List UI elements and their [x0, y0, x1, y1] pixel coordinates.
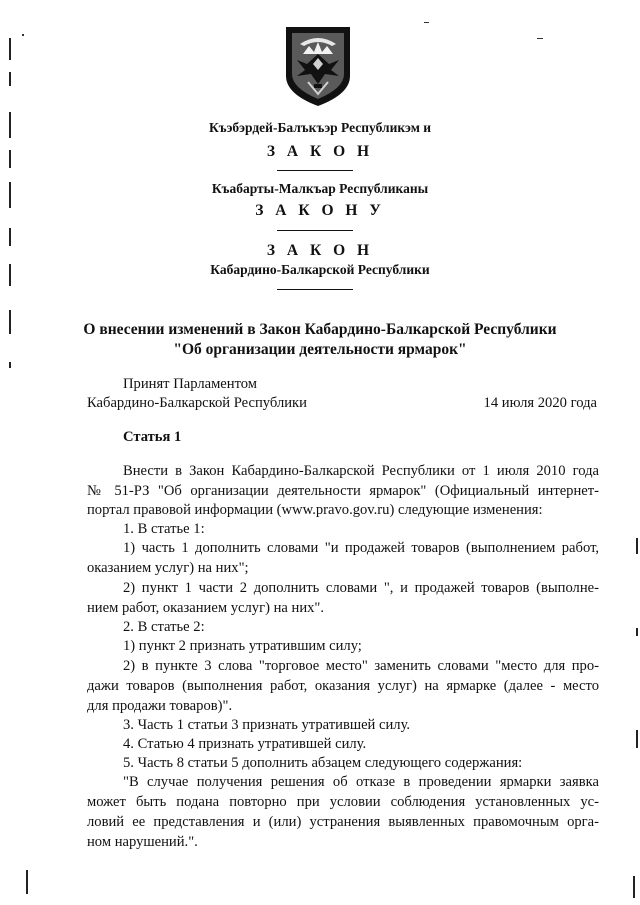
scan-mark: [636, 628, 638, 636]
article-line: дажи товаров (выполнения работ, оказания услуг) на ярмарке (далее - место: [87, 678, 599, 694]
scan-speck: [537, 38, 543, 39]
article-line: 5. Часть 8 статьи 5 дополнить абзацем следующего содержания:: [123, 755, 523, 771]
scan-mark: [636, 730, 638, 748]
article-line: для продажи товаров)".: [87, 698, 233, 714]
balkar-law-heading: З А К О Н У: [255, 202, 385, 219]
russian-republic-heading: Кабардино-Балкарской Республики: [210, 262, 430, 277]
scan-mark: [9, 362, 11, 368]
article-line: 2) в пункте 3 слова "торговое место" заменить словами "место для про-: [123, 658, 599, 674]
header-divider: [277, 289, 353, 290]
coat-of-arms-icon: [283, 24, 353, 109]
article-line: 2. В статье 2:: [123, 619, 205, 635]
scan-speck: [22, 34, 24, 36]
article-line: 4. Статью 4 признать утратившей силу.: [123, 736, 367, 752]
scan-mark: [9, 38, 11, 60]
adopted-by-parliament: Кабардино-Балкарской Республики: [87, 395, 307, 411]
article-line: 2) пункт 1 части 2 дополнить словами ", и продажей товаров (выполне-: [123, 580, 599, 596]
article-line: "В случае получения решения об отказе в проведении ярмарки заявка: [123, 774, 599, 790]
article-line: 1. В статье 1:: [123, 521, 205, 537]
article-line: может быть подана повторно при условии соблюдения установленных ус-: [87, 794, 599, 810]
law-title-line-1: О внесении изменений в Закон Кабардино-Балкарской Республики: [83, 321, 557, 338]
russian-law-heading: З А К О Н: [266, 242, 374, 259]
kabardian-republic-heading: Къэбэрдей-Балъкъэр Республикэм и: [208, 120, 432, 135]
article-line: ном нарушений.".: [87, 834, 198, 850]
kabardian-law-heading: З А К О Н: [266, 143, 374, 160]
article-line: Внести в Закон Кабардино-Балкарской Республики от 1 июля 2010 года: [123, 463, 599, 479]
scan-speck: [424, 22, 429, 23]
article-line: портал правовой информации (www.pravo.gov.ru) следующие изменения:: [87, 502, 543, 518]
law-title-line-2: "Об организации деятельности ярмарок": [173, 341, 467, 358]
scan-mark: [636, 538, 638, 554]
header-divider: [277, 230, 353, 231]
article-line: нием работ, оказанием услуг) на них".: [87, 600, 325, 616]
article-line: 1) пункт 2 признать утратившим силу;: [123, 638, 362, 654]
scan-mark: [26, 870, 28, 894]
article-line: оказанием услуг) на них";: [87, 560, 249, 576]
article-line: № 51-РЗ "Об организации деятельности ярмарок" (Официальный интернет-: [87, 483, 599, 499]
balkar-republic-heading: Къабарты-Малкъар Республиканы: [211, 181, 429, 196]
scan-mark: [9, 72, 11, 86]
article-line: 1) часть 1 дополнить словами "и продажей товаров (выполнением работ,: [123, 540, 599, 556]
article-line: ловий ее представления и (или) устранения выявленных правомочным орга-: [87, 814, 599, 830]
adopted-by-label: Принят Парламентом: [123, 376, 258, 392]
article-heading: Статья 1: [123, 429, 182, 445]
adoption-date: 14 июля 2020 года: [483, 395, 597, 411]
header-divider: [277, 170, 353, 171]
article-line: 3. Часть 1 статьи 3 признать утратившей силу.: [123, 717, 411, 733]
scan-mark: [633, 876, 635, 898]
